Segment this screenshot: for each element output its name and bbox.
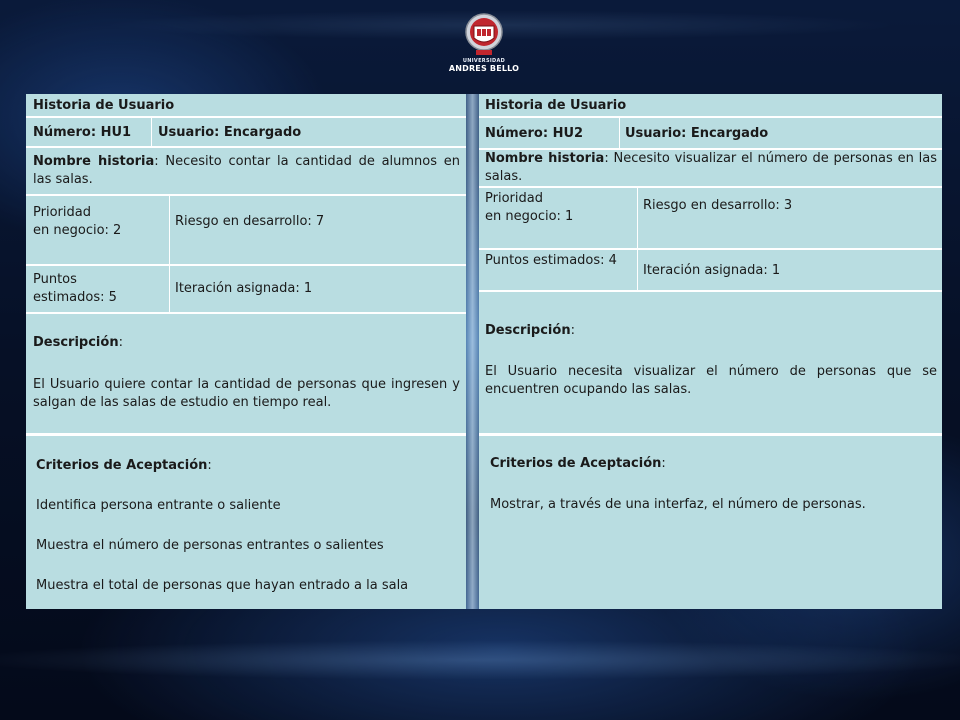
acceptance-criteria-section [26, 436, 466, 609]
story-name [33, 153, 460, 189]
story-user: Usuario: Encargado [158, 125, 302, 140]
story-name-text: : Necesito contar la cantidad de alumnos en las salas. [33, 154, 461, 187]
card-header-row [479, 94, 942, 118]
estimated-points: Puntos estimados: 4 [485, 253, 617, 268]
logo-text-universidad: UNIVERSIDAD [462, 58, 506, 64]
priority-label [33, 204, 121, 240]
story-name-label: Nombre historia [485, 151, 605, 166]
priority-risk-row [479, 188, 942, 250]
priority-risk-row [26, 196, 466, 266]
points-line-2: estimados: 5 [33, 290, 117, 305]
criteria-item: Muestra el total de personas que hayan entrado a la sala [36, 578, 409, 593]
card-title: Historia de Usuario [485, 98, 627, 113]
description-label: Descripción [485, 323, 571, 338]
number-user-row [26, 118, 466, 148]
estimated-points [33, 271, 117, 307]
priority-label [485, 190, 573, 226]
number-user-row [479, 118, 942, 150]
criteria-item: Identifica persona entrante o saliente [36, 498, 281, 513]
logo-text-andres-bello: ANDRES BELLO [448, 64, 520, 73]
criteria-label: Criterios de Aceptación [490, 456, 662, 471]
story-name-row [479, 150, 942, 188]
cell-divider [151, 118, 152, 146]
story-number: Número: HU1 [33, 125, 132, 140]
description-text: El Usuario quiere contar la cantidad de personas que ingresen y salgan de las salas de estudio en tiempo real. [33, 377, 460, 410]
criteria-heading: Criterios de Aceptación: [36, 458, 212, 473]
description-heading: Descripción: [33, 335, 123, 350]
acceptance-criteria-section [479, 436, 942, 609]
criteria-label: Criterios de Aceptación [36, 458, 208, 473]
points-iteration-row [479, 250, 942, 292]
points-line-1: Puntos [33, 272, 77, 287]
story-number: Número: HU2 [485, 126, 584, 141]
cards-divider [466, 94, 479, 609]
criteria-item: Muestra el número de personas entrantes o salientes [36, 538, 384, 553]
story-name [485, 150, 937, 186]
description-row [479, 292, 942, 436]
cell-divider [637, 250, 638, 290]
assigned-iteration: Iteración asignada: 1 [175, 281, 313, 296]
points-iteration-row [26, 266, 466, 314]
criteria-item: Mostrar, a través de una interfaz, el número de personas. [490, 497, 866, 512]
development-risk: Riesgo en desarrollo: 7 [175, 214, 325, 229]
description-label: Descripción [33, 335, 119, 350]
cell-divider [169, 196, 170, 264]
story-name-row [26, 148, 466, 196]
description-heading: Descripción: [485, 323, 575, 338]
card-title: Historia de Usuario [33, 98, 175, 113]
story-user: Usuario: Encargado [625, 126, 769, 141]
user-story-card-hu2 [479, 94, 942, 609]
assigned-iteration: Iteración asignada: 1 [643, 263, 781, 278]
card-header-row [26, 94, 466, 118]
criteria-heading: Criterios de Aceptación: [490, 456, 666, 471]
cell-divider [619, 118, 620, 148]
user-story-card-hu1 [26, 94, 466, 609]
priority-line-2: en negocio: 1 [485, 209, 574, 224]
cell-divider [637, 188, 638, 248]
university-logo [446, 12, 522, 82]
description-row [26, 314, 466, 436]
description-text: El Usuario necesita visualizar el número de personas que se encuentren ocupando las salas. [485, 364, 937, 397]
priority-line-2: en negocio: 2 [33, 223, 122, 238]
priority-line-1: Prioridad [485, 191, 543, 206]
story-name-text: : Necesito visualizar el número de personas en las salas. [485, 151, 937, 184]
development-risk: Riesgo en desarrollo: 3 [643, 198, 793, 213]
story-name-label: Nombre historia [33, 154, 155, 169]
priority-line-1: Prioridad [33, 205, 91, 220]
background-light-streak [0, 640, 960, 680]
cell-divider [169, 266, 170, 312]
university-crest-icon [464, 12, 504, 56]
